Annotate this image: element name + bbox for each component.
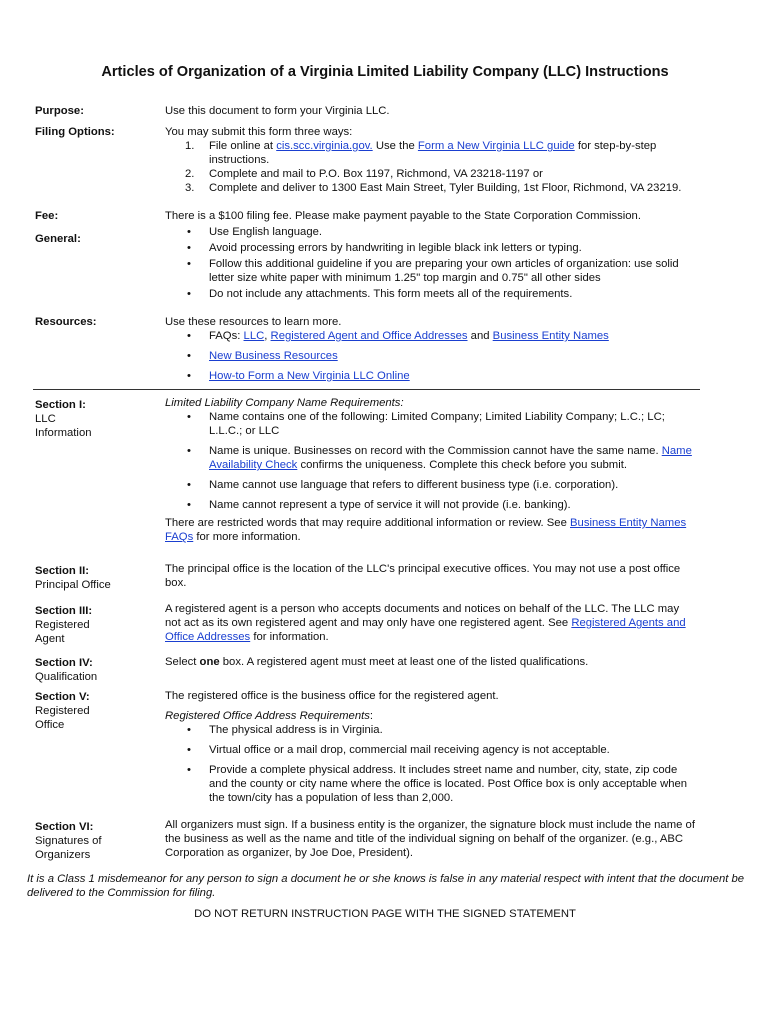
- divider: [33, 389, 700, 390]
- section-1-subtitle: LLC Information: [35, 413, 92, 439]
- separator: and: [467, 330, 493, 342]
- section-6-title: Section VI:: [35, 821, 94, 833]
- list-item: • Name cannot use language that refers to different business type (i.e. corporation).: [165, 478, 695, 492]
- section-5-intro: The registered office is the business office for the registered agent.: [165, 690, 499, 702]
- list-number: 2.: [185, 168, 195, 180]
- list-item: • The physical address is in Virginia.: [165, 723, 695, 737]
- section-4-text: [165, 655, 695, 669]
- purpose-label: Purpose:: [35, 105, 84, 117]
- section-5-subtitle: Registered Office: [35, 705, 90, 731]
- section-2-title: Section II:: [35, 565, 89, 577]
- section-5-label: [35, 690, 153, 732]
- general-list: [165, 225, 695, 301]
- separator: ,: [264, 330, 271, 342]
- heading-text: Registered Office Address Requirements: [165, 710, 370, 722]
- section-5-title: Section V:: [35, 691, 90, 703]
- new-business-resources-link[interactable]: New Business Resources: [209, 350, 338, 362]
- list-item: [165, 329, 695, 343]
- section-1-content: [165, 396, 695, 544]
- list-item: • Name contains one of the following: Limited Company; Limited Liability Company; L.C.; LC; L.L.C.; or LLC: [165, 410, 695, 438]
- section-2-text: The principal office is the location of the LLC's principal executive offices. You may not use a post office box.: [165, 563, 681, 589]
- faqs-prefix: FAQs:: [209, 330, 244, 342]
- name-availability-check-link[interactable]: Name Availability Check: [209, 445, 692, 471]
- heading-colon: :: [369, 710, 374, 722]
- section-4-body: Select: [165, 656, 200, 668]
- section-3-body: A registered agent is a person who accepts documents and notices on behalf of the LLC. The LLC may not act as its own registered agent and may only have one registered agent. See: [165, 603, 680, 629]
- emphasis-one: one: [199, 656, 220, 668]
- filing-option-online: [165, 139, 695, 167]
- list-number: 1.: [185, 140, 195, 152]
- section-4-label: [35, 656, 153, 684]
- filing-option-text: Use the: [372, 140, 418, 152]
- section-1-title: Section I:: [35, 399, 86, 411]
- cis-scc-link[interactable]: cis.scc.virginia.gov.: [276, 140, 373, 152]
- resources-label: Resources:: [35, 316, 97, 328]
- faq-business-entity-names-link[interactable]: Business Entity Names: [492, 330, 609, 342]
- section-1-heading: Limited Liability Company Name Requirements:: [165, 397, 404, 409]
- faq-registered-agent-link[interactable]: Registered Agent and Office Addresses: [270, 330, 468, 342]
- section-3-text: [165, 602, 695, 644]
- note-text: There are restricted words that may require additional information or review. See: [165, 517, 570, 529]
- section-2-subtitle: Principal Office: [35, 579, 111, 591]
- filing-intro: You may submit this form three ways:: [165, 126, 353, 138]
- section-1-label: [35, 398, 153, 440]
- section-3-title: Section III:: [35, 605, 93, 617]
- item-text: Name is unique. Businesses on record with the Commission cannot have the same name.: [209, 445, 662, 457]
- general-content: [165, 225, 695, 301]
- filing-option-mail: [165, 167, 695, 181]
- list-item: • Follow this additional guideline if you are preparing your own articles of organization: use solid letter size white paper with minimum 1.25" top margin and 0.75" all other sides: [165, 257, 695, 285]
- form-llc-guide-link[interactable]: Form a New Virginia LLC guide: [417, 140, 575, 152]
- list-item: • Provide a complete physical address. It includes street name and number, city, state, zip code and the county or city name where the office is located. Post Office box is only acceptable when the town/city has a population of less than 2,000.: [165, 763, 695, 805]
- name-requirements-list: [165, 410, 695, 512]
- list-item: • Virtual office or a mail drop, commercial mail receiving agency is not acceptable.: [165, 743, 695, 757]
- registered-agents-link[interactable]: Registered Agents and Office Addresses: [165, 617, 686, 643]
- resources-content: [165, 315, 695, 383]
- section-4-subtitle: Qualification: [35, 671, 98, 683]
- resources-intro: Use these resources to learn more.: [165, 316, 342, 328]
- list-number: 3.: [185, 182, 195, 194]
- office-requirements-list: [165, 723, 695, 805]
- business-entity-names-faqs-link[interactable]: Business Entity Names FAQs: [165, 517, 687, 543]
- list-item: [165, 369, 695, 383]
- fee-label: Fee:: [35, 210, 59, 222]
- item-text: confirms the uniqueness. Complete this check before you submit.: [297, 459, 627, 471]
- filing-options-content: [165, 125, 695, 195]
- section-6-text: All organizers must sign. If a business entity is the organizer, the signature block must include the name of the business as well as the name and title of the individual signing on behalf of the organizer. (e.g., ABC Corporation as organizer, by Joe Doe, President).: [165, 819, 695, 859]
- faq-llc-link[interactable]: LLC: [243, 330, 265, 342]
- filing-option-text: File online at: [209, 140, 277, 152]
- list-item: • Avoid processing errors by handwriting in legible black ink letters or typing.: [165, 241, 695, 255]
- section-5-content: [165, 689, 695, 811]
- list-item: • Use English language.: [165, 225, 695, 239]
- purpose-text: Use this document to form your Virginia LLC.: [165, 105, 390, 117]
- resources-list: [165, 329, 695, 383]
- restricted-words-note: [165, 516, 695, 544]
- general-label: General:: [35, 233, 81, 245]
- filing-option-text: Complete and deliver to 1300 East Main Street, Tyler Building, 1st Floor, Richmond, VA 23219.: [209, 182, 682, 194]
- list-item: • Do not include any attachments. This form meets all of the requirements.: [165, 287, 695, 301]
- filing-option-text: for step-by-step instructions.: [209, 140, 657, 166]
- list-item: • Name cannot represent a type of service it will not provide (i.e. banking).: [165, 498, 695, 512]
- note-text: for more information.: [193, 531, 301, 543]
- filing-options-list: [165, 139, 695, 195]
- fee-text: There is a $100 filing fee. Please make payment payable to the State Corporation Commission.: [165, 210, 641, 222]
- section-3-label: [35, 604, 153, 646]
- misdemeanor-warning: It is a Class 1 misdemeanor for any person to sign a document he or she knows is false in any material respect with intent that the document be delivered to the Commission for filing.: [27, 873, 745, 899]
- howto-form-llc-link[interactable]: How-to Form a New Virginia LLC Online: [209, 370, 410, 382]
- section-4-title: Section IV:: [35, 657, 93, 669]
- return-instruction-note: DO NOT RETURN INSTRUCTION PAGE WITH THE SIGNED STATEMENT: [194, 908, 576, 920]
- section-6-subtitle: Signatures of Organizers: [35, 835, 102, 861]
- section-2-label: [35, 564, 153, 592]
- filing-options-label: Filing Options:: [35, 126, 115, 138]
- section-4-body: box. A registered agent must meet at least one of the listed qualifications.: [219, 656, 589, 668]
- list-item: [165, 349, 695, 363]
- section-3-subtitle: Registered Agent: [35, 619, 90, 645]
- section-3-body: for information.: [250, 631, 329, 643]
- section-5-heading: [165, 709, 695, 723]
- section-6-label: [35, 820, 153, 862]
- page-title: Articles of Organization of a Virginia Limited Liability Company (LLC) Instructions: [101, 64, 669, 80]
- filing-option-deliver: [165, 181, 695, 195]
- filing-option-text: Complete and mail to P.O. Box 1197, Richmond, VA 23218-1197 or: [209, 168, 543, 180]
- list-item: [165, 444, 695, 472]
